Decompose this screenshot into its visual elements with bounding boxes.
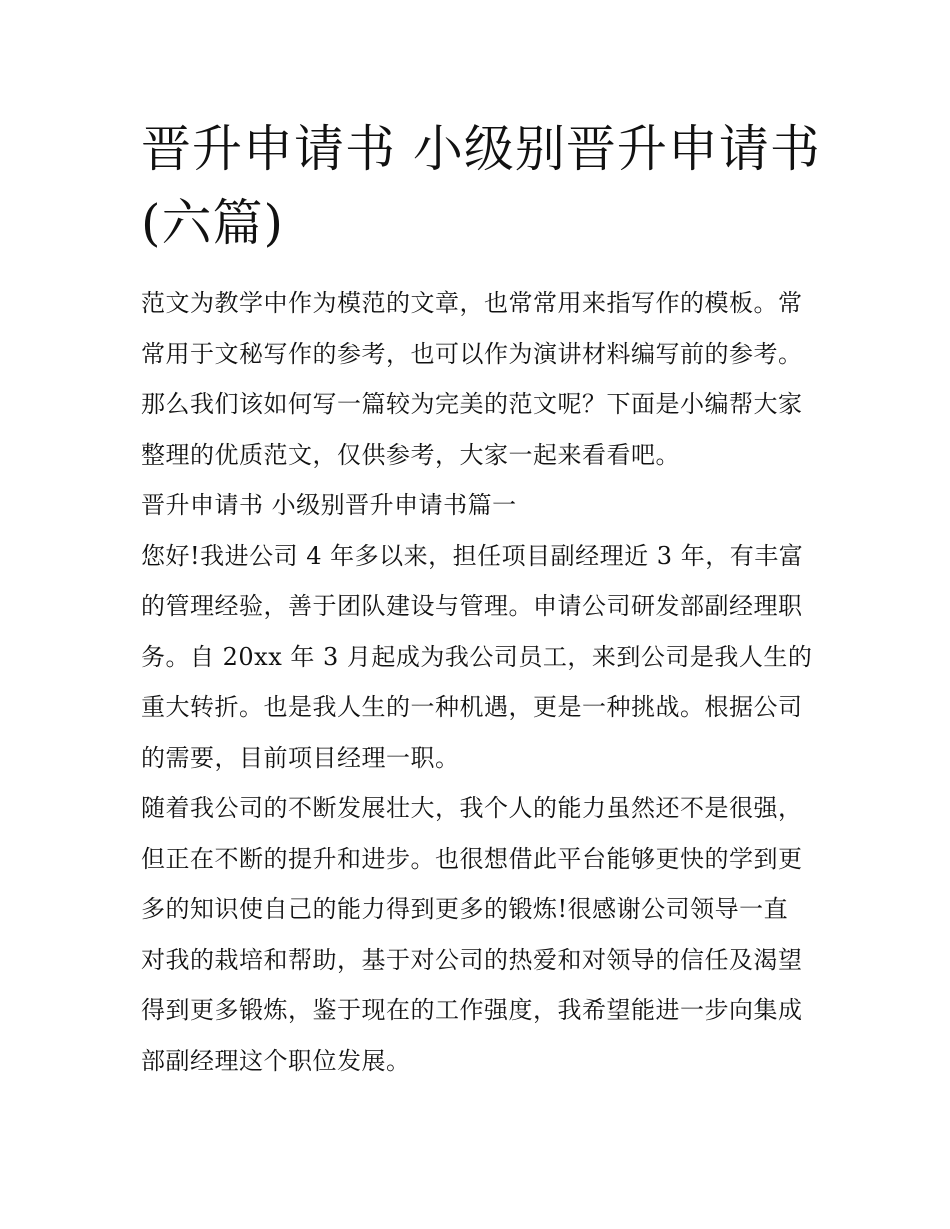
text-line: 多的知识使自己的能力得到更多的锻炼!很感谢公司领导一直 <box>141 895 789 923</box>
text-line: 对我的栽培和帮助，基于对公司的热爱和对领导的信任及渴望 <box>141 945 803 974</box>
document-body <box>141 278 817 1086</box>
text-line: 整理的优质范文，仅供参考，大家一起来看看吧。 <box>141 440 680 469</box>
title-line: (六篇) <box>141 194 285 252</box>
intro-paragraph <box>141 278 817 480</box>
text-line: 随着我公司的不断发展壮大，我个人的能力虽然还不是很强， <box>141 794 803 822</box>
text-line: 但正在不断的提升和进步。也很想借此平台能够更快的学到更 <box>141 844 803 873</box>
title-line: 晋升申请书 小级别晋升申请书 <box>141 120 821 178</box>
text-line: 重大转折。也是我人生的一种机遇，更是一种挑战。根据公司 <box>141 693 803 721</box>
text-line: 的需要，目前项目经理一职。 <box>141 743 460 772</box>
section-heading <box>141 480 817 531</box>
text-line: 得到更多锻炼，鉴于现在的工作强度，我希望能进一步向集成 <box>141 996 803 1024</box>
text-line: 范文为教学中作为模范的文章，也常常用来指写作的模板。常 <box>141 289 803 317</box>
text-line: 常用于文秘写作的参考，也可以作为演讲材料编写前的参考。 <box>141 339 803 368</box>
text-line: 务。自 20xx 年 3 月起成为我公司员工，来到公司是我人生的 <box>141 642 813 671</box>
text-line: 您好!我进公司 4 年多以来，担任项目副经理近 3 年，有丰富 <box>141 541 804 570</box>
text-line: 部副经理这个职位发展。 <box>141 1046 411 1075</box>
body-paragraph <box>141 783 817 1086</box>
body-paragraph <box>141 531 817 784</box>
text-line: 的管理经验，善于团队建设与管理。申请公司研发部副经理职 <box>141 592 803 620</box>
text-line: 那么我们该如何写一篇较为完美的范文呢？下面是小编帮大家 <box>141 390 803 418</box>
text-line: 晋升申请书 小级别晋升申请书篇一 <box>141 491 517 519</box>
document-title <box>141 112 821 260</box>
